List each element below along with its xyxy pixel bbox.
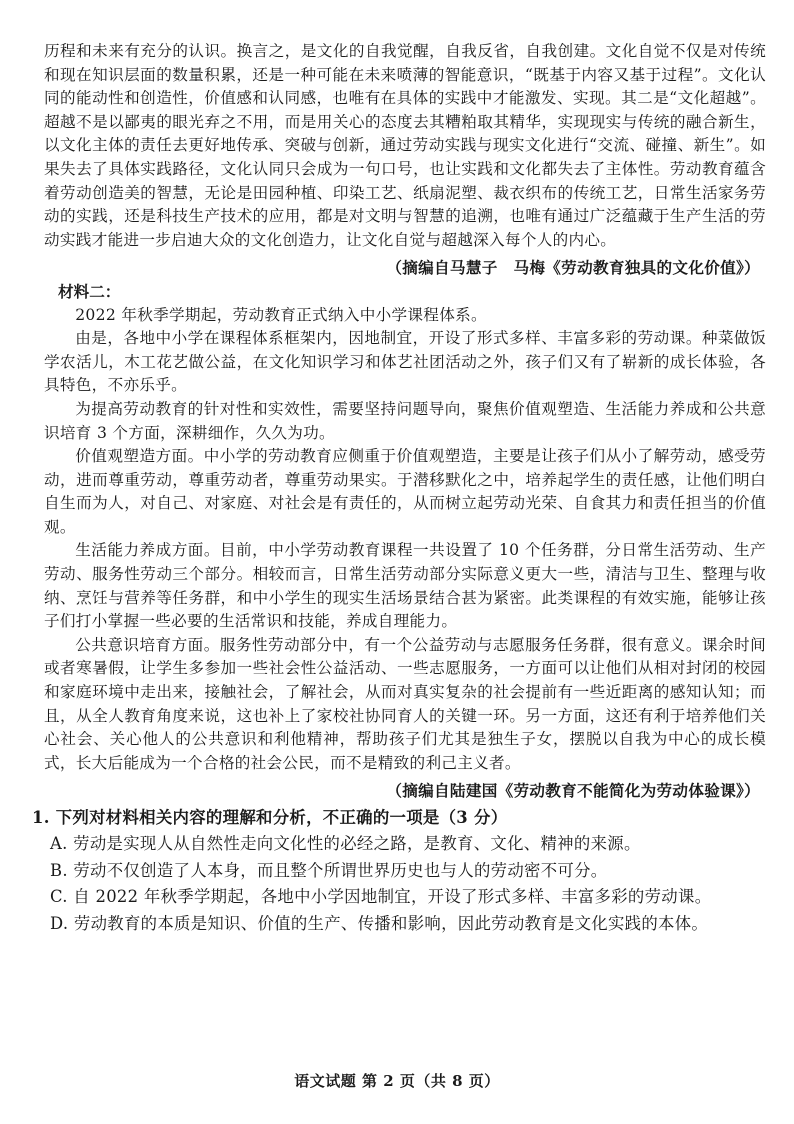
question-1-stem: 1. 下列对材料相关内容的理解和分析，不正确的一项是（3 分） (32, 808, 508, 827)
page-footer: 语文试题 第 2 页（共 8 页） (294, 1072, 500, 1090)
material2-paragraph-4: 价值观塑造方面。中小学的劳动教育应侧重于价值观塑造，主要是让孩子们从小了解劳动，感受劳动，进而尊重劳动，尊重劳动者，尊重劳动果实。于潜移默化之中，培养起学生的责任感，让他们明白自生而为人，对自己、对家庭、对社会是有责任的，从而树立起劳动光荣、自食其力和责任担当的价值观。 (44, 447, 766, 536)
material1-source: （摘编自马慧子 马梅《劳动教育独具的文化价值》） (386, 258, 760, 278)
material2-paragraph-6: 公共意识培育方面。服务性劳动部分中，有一个公益劳动与志愿服务任务群，很有意义。课余时间或者寒暑假，让学生多参加一些社会性公益活动、一些志愿服务，一方面可以让他们从相对封闭的校园和家庭环境中走出来，接触社会，了解社会，从而对真实复杂的社会提前有一些近距离的感知认知；而且，从全人教育角度来说，这也补上了家校社协同育人的关键一环。另一方面，这还有利于培养他们关心社会、关心他人的公共意识和利他精神，帮助孩子们尤其是独生子女，摆脱以自我为中心的成长模式，长大后能成为一个合格的社会公民，而不是精致的利己主义者。 (44, 635, 766, 772)
material1-paragraph: 历程和未来有充分的认识。换言之，是文化的自我觉醒，自我反省，自我创建。文化自觉不仅是对传统和现在知识层面的数量积累，还是一种可能在未来喷薄的智能意识，“既基于内容又基于过程”。文化认同的能动性和创造性，价值感和认同感，也唯有在具体的实践中才能激发、实现。其二是“文化超越”。超越不是以鄙夷的眼光弃之不用，而是用关心的态度去其糟粕取其精华，实现现实与传统的融合新生，以文化主体的责任去更好地传承、突破与创新，通过劳动实践与现实文化进行“交流、碰撞、新生”。如果失去了具体实践路径，文化认同只会成为一句口号，也让实践和文化都失去了主体性。劳动教育蕴含着劳动创造美的智慧，无论是田园种植、印染工艺、纸扇泥塑、裁衣织布的传统工艺，日常生活家务劳动的实践，还是科技生产技术的应用，都是对文明与智慧的追溯，也唯有通过广泛蕴藏于生产生活的劳动实践才能进一步启迪大众的文化创造力，让文化自觉与超越深入每个人的内心。 (44, 42, 766, 249)
question-1-option-c: C. 自 2022 年秋季学期起，各地中小学因地制宜，开设了形式多样、丰富多彩的劳动课。 (50, 887, 712, 906)
question-1-option-d: D. 劳动教育的本质是知识、价值的生产、传播和影响，因此劳动教育是文化实践的本体。 (50, 913, 709, 933)
material2-title: 材料二： (58, 281, 121, 301)
material2-source: （摘编自陆建国《劳动教育不能简化为劳动体验课》） (386, 781, 760, 801)
material2-paragraph-2: 由是，各地中小学在课程体系框架内，因地制宜，开设了形式多样、丰富多彩的劳动课。种菜做饭学农活儿，木工花艺做公益，在文化知识学习和体艺社团活动之外，孩子们又有了崭新的成长体验，各具特色，不亦乐乎。 (44, 329, 766, 395)
question-1-option-a: A. 劳动是实现人从自然性走向文化性的必经之路，是教育、文化、精神的来源。 (50, 834, 641, 853)
material2-paragraph-3: 为提高劳动教育的针对性和实效性，需要坚持问题导向，聚焦价值观塑造、生活能力养成和公共意识培育 3 个方面，深耕细作，久久为功。 (44, 399, 766, 442)
material2-paragraph-5: 生活能力养成方面。目前，中小学劳动教育课程一共设置了 10 个任务群，分日常生活劳动、生产劳动、服务性劳动三个部分。相较而言，日常生活劳动部分实际意义更大一些，清洁与卫生、整理与收纳、烹饪与营养等任务群，和中小学生的现实生活场景结合甚为紧密。此类课程的有效实施，能够让孩子们打小掌握一些必要的生活常识和技能，养成自理能力。 (44, 541, 766, 631)
material2-paragraph-1: 2022 年秋季学期起，劳动教育正式纳入中小学课程体系。 (75, 305, 487, 324)
question-1-option-b: B. 劳动不仅创造了人本身，而且整个所谓世界历史也与人的劳动密不可分。 (50, 860, 608, 880)
